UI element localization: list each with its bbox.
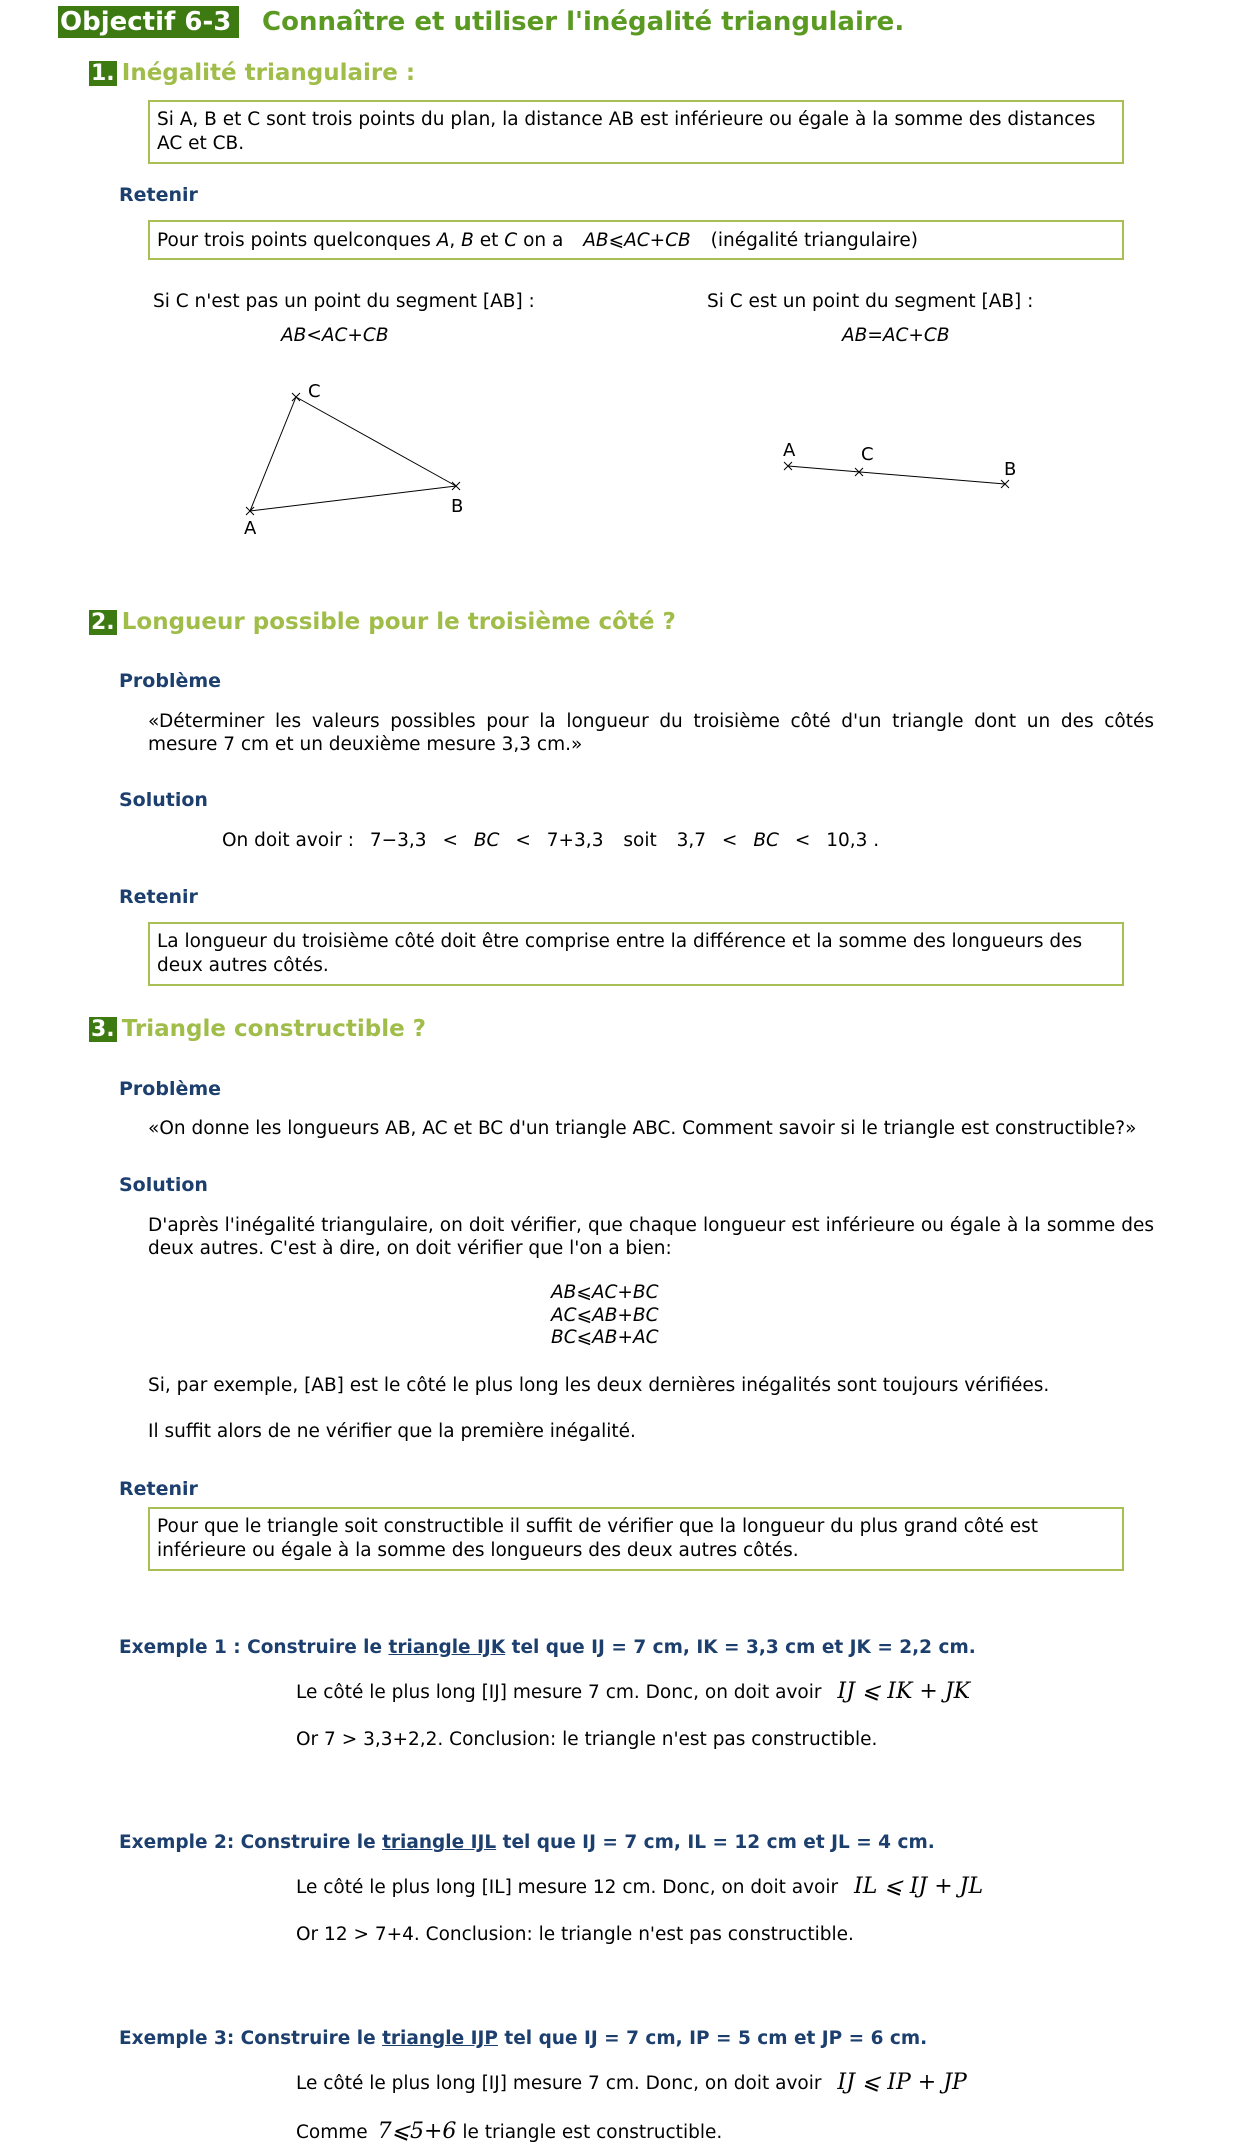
section-number: 3. bbox=[91, 1017, 115, 1042]
example-3-line2 bbox=[296, 2120, 722, 2144]
solution-text: D'après l'inégalité triangulaire, on doit vérifier, que chaque longueur est inférieure ou égale à la somme des deux autres. C'est à dire, on doit vérifier que l'on a bien: bbox=[148, 1215, 1154, 1259]
inequality-2: AC⩽AB+BC bbox=[551, 1304, 659, 1326]
example-3-line1 bbox=[296, 2071, 967, 2095]
segment-label-a: A bbox=[783, 440, 796, 461]
right-figure-formula: AB=AC+CB bbox=[842, 325, 950, 346]
retenir-text-pre: Pour trois points quelconques bbox=[157, 230, 437, 251]
probleme-text: «Déterminer les valeurs possibles pour la longueur du troisième côté d'un triangle dont un des côtés mesure 7 cm et un deuxième mesure 3,3 cm.» bbox=[148, 711, 1154, 755]
point-a: A bbox=[436, 230, 450, 251]
example-formula: IL ⩽ IJ + JL bbox=[854, 1874, 984, 1899]
less-than: < bbox=[721, 830, 738, 851]
less-than: < bbox=[794, 830, 811, 851]
retenir-box bbox=[148, 922, 1124, 986]
solution-line bbox=[222, 829, 879, 852]
example-text: Le côté le plus long [IJ] mesure 7 cm. Donc, on doit avoir bbox=[296, 1682, 822, 1703]
example-text: Comme bbox=[296, 2122, 368, 2143]
example-1-link[interactable]: triangle IJK bbox=[388, 1637, 506, 1658]
note-text: Il suffit alors de ne vérifier que la première inégalité. bbox=[148, 1421, 636, 1442]
example-formula: IJ ⩽ IK + JK bbox=[837, 1679, 971, 1704]
left-figure-caption: Si C n'est pas un point du segment [AB] : bbox=[153, 291, 535, 312]
inequality-list bbox=[551, 1282, 659, 1350]
example-1-line2: Or 7 > 3,3+2,2. Conclusion: le triangle n'est pas constructible. bbox=[296, 1729, 878, 1750]
triangle-inequality-formula: AB⩽AC+CB bbox=[583, 230, 691, 251]
solution-term: 10,3 . bbox=[826, 830, 880, 851]
section-3-heading bbox=[89, 1016, 426, 1043]
inequality-1: AB⩽AC+BC bbox=[551, 1282, 659, 1303]
segment-label-c: C bbox=[861, 444, 874, 465]
example-2-line1 bbox=[296, 1875, 983, 1899]
example-formula: 7⩽5+6 bbox=[377, 2119, 457, 2144]
probleme-label: Problème bbox=[119, 670, 222, 692]
retenir-box bbox=[148, 1507, 1124, 1571]
example-2-line2: Or 12 > 7+4. Conclusion: le triangle n'est pas constructible. bbox=[296, 1924, 854, 1945]
segment-figure bbox=[784, 462, 1009, 488]
section-title: Triangle constructible ? bbox=[121, 1016, 427, 1042]
section-2-heading bbox=[89, 609, 676, 636]
solution-term: 7−3,3 bbox=[369, 830, 427, 851]
segment-label-b: B bbox=[1004, 459, 1017, 480]
retenir-label: Retenir bbox=[119, 886, 198, 908]
objective-tag: Objectif 6-3 bbox=[58, 6, 239, 38]
section-number: 2. bbox=[91, 610, 115, 635]
note-text: Si, par exemple, [AB] est le côté le plus long les deux dernières inégalités sont toujours vérifiées. bbox=[148, 1375, 1050, 1396]
example-formula: IJ ⩽ IP + JP bbox=[837, 2070, 967, 2095]
example-text: Le côté le plus long [IL] mesure 12 cm. Donc, on doit avoir bbox=[296, 1877, 839, 1898]
inequality-3: BC⩽AB+AC bbox=[551, 1327, 659, 1348]
left-figure-formula: AB<AC+CB bbox=[281, 325, 389, 346]
solution-term: 7+3,3 bbox=[546, 830, 604, 851]
example-text: Le côté le plus long [IJ] mesure 7 cm. Donc, on doit avoir bbox=[296, 2073, 822, 2094]
bc-term: BC bbox=[753, 830, 779, 851]
retenir-text: Pour que le triangle soit constructible il suffit de vérifier que la longueur du plus grand côté est inférieure ou égale à la somme des longueurs des deux autres côtés. bbox=[157, 1516, 1039, 1561]
section-title: Inégalité triangulaire : bbox=[121, 60, 416, 86]
example-title-text: Exemple 3: Construire le bbox=[119, 2028, 383, 2049]
example-3-link[interactable]: triangle IJP bbox=[382, 2028, 498, 2049]
point-c: C bbox=[504, 230, 518, 251]
less-than: < bbox=[515, 830, 531, 851]
retenir-label: Retenir bbox=[119, 184, 198, 206]
retenir-text-post: (inégalité triangulaire) bbox=[710, 230, 918, 251]
right-figure-caption: Si C est un point du segment [AB] : bbox=[707, 291, 1034, 312]
example-title-text: tel que IJ = 7 cm, IL = 12 cm et JL = 4 cm. bbox=[496, 1832, 935, 1853]
solution-label: Solution bbox=[119, 1174, 208, 1196]
section-title: Longueur possible pour le troisième côté ? bbox=[121, 609, 676, 635]
probleme-label: Problème bbox=[119, 1078, 222, 1100]
bc-term: BC bbox=[473, 830, 500, 851]
solution-term: 3,7 bbox=[676, 830, 707, 851]
example-2-title bbox=[119, 1832, 935, 1853]
definition-text: Si A, B et C sont trois points du plan, la distance AB est inférieure ou égale à la somme des distances AC et CB. bbox=[157, 109, 1096, 154]
figures-svg bbox=[0, 0, 1240, 560]
example-title-text: tel que IJ = 7 cm, IP = 5 cm et JP = 6 cm. bbox=[497, 2028, 928, 2049]
triangle-label-a: A bbox=[244, 518, 257, 539]
example-2-link[interactable]: triangle IJL bbox=[382, 1832, 497, 1853]
example-text: le triangle est constructible. bbox=[462, 2122, 723, 2143]
retenir-text: La longueur du troisième côté doit être comprise entre la différence et la somme des longueurs des deux autres côtés. bbox=[157, 931, 1083, 976]
and-word: et bbox=[473, 230, 505, 251]
triangle-figure bbox=[246, 393, 460, 515]
less-than: < bbox=[442, 830, 458, 851]
example-title-text: tel que IJ = 7 cm, IK = 3,3 cm et JK = 2,2 cm. bbox=[505, 1637, 976, 1658]
example-1-line1 bbox=[296, 1680, 970, 1704]
soit-word: soit bbox=[623, 830, 657, 851]
example-1-title bbox=[119, 1637, 976, 1658]
section-number: 1. bbox=[91, 61, 115, 86]
triangle-label-b: B bbox=[451, 496, 464, 517]
example-3-title bbox=[119, 2028, 927, 2049]
triangle-label-c: C bbox=[308, 381, 321, 402]
example-title-text: Exemple 2: Construire le bbox=[119, 1832, 383, 1853]
retenir-label: Retenir bbox=[119, 1478, 198, 1500]
solution-label: Solution bbox=[119, 789, 208, 811]
page-title: Connaître et utiliser l'inégalité triangulaire. bbox=[262, 7, 905, 37]
solution-prefix: On doit avoir : bbox=[222, 830, 354, 851]
retenir-text-mid: on a bbox=[517, 230, 570, 251]
comma: , bbox=[449, 230, 462, 251]
probleme-text: «On donne les longueurs AB, AC et BC d'un triangle ABC. Comment savoir si le triangle est constructible?» bbox=[148, 1118, 1137, 1139]
example-title-text: Exemple 1 : Construire le bbox=[119, 1637, 389, 1658]
point-b: B bbox=[461, 230, 474, 251]
